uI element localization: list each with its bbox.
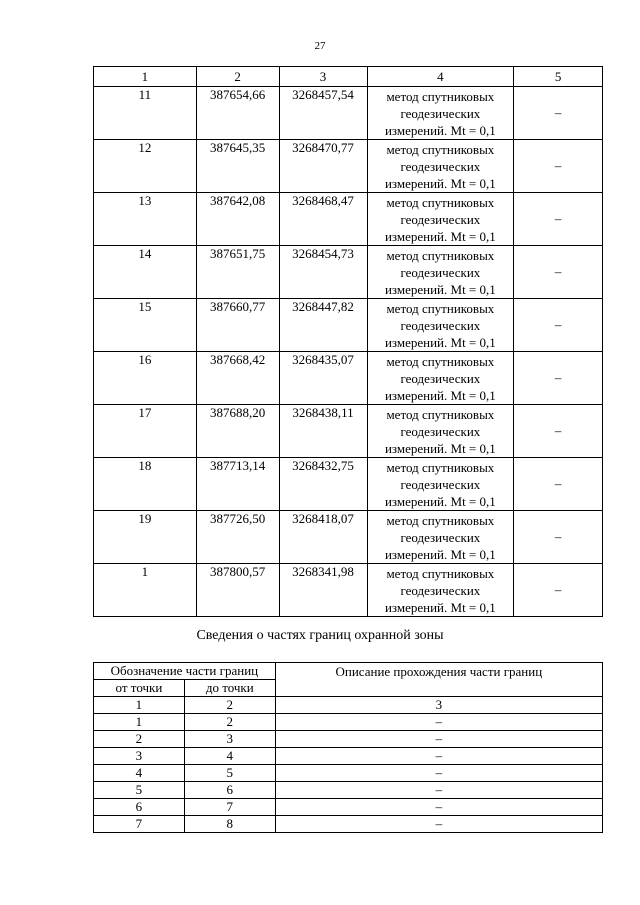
- method-cell: [367, 246, 514, 299]
- point-number-cell: 13: [94, 193, 197, 246]
- table-row: [94, 816, 603, 833]
- method-line: измерений. Mt = 0,1: [384, 441, 496, 456]
- description-cell: –: [275, 748, 602, 765]
- note-cell: –: [514, 246, 603, 299]
- point-number-cell: 16: [94, 352, 197, 405]
- method-line: измерений. Mt = 0,1: [384, 547, 496, 562]
- note-cell: –: [514, 405, 603, 458]
- note-cell: –: [514, 352, 603, 405]
- description-header: Описание прохождения части границ: [275, 663, 602, 697]
- y-coordinate-cell: 3268435,07: [279, 352, 367, 405]
- y-coordinate-cell: 3268341,98: [279, 564, 367, 617]
- description-cell: –: [275, 799, 602, 816]
- boundary-parts-table: [93, 662, 603, 833]
- method-cell: [367, 193, 514, 246]
- method-line: геодезических: [400, 318, 481, 333]
- method-line: измерений. Mt = 0,1: [384, 600, 496, 615]
- method-line: измерений. Mt = 0,1: [384, 229, 496, 244]
- method-line: геодезических: [400, 265, 481, 280]
- note-cell: –: [514, 87, 603, 140]
- x-coordinate-cell: 387651,75: [196, 246, 279, 299]
- method-line: геодезических: [400, 371, 481, 386]
- x-coordinate-cell: 387642,08: [196, 193, 279, 246]
- to-point-cell: 8: [184, 816, 275, 833]
- table-row: [94, 799, 603, 816]
- column-header: 4: [367, 67, 514, 87]
- x-coordinate-cell: 387654,66: [196, 87, 279, 140]
- method-line: измерений. Mt = 0,1: [384, 282, 496, 297]
- from-point-cell: 5: [94, 782, 185, 799]
- method-line: измерений. Mt = 0,1: [384, 388, 496, 403]
- method-line: геодезических: [400, 424, 481, 439]
- table-row: [94, 87, 603, 140]
- x-coordinate-cell: 387668,42: [196, 352, 279, 405]
- y-coordinate-cell: 3268438,11: [279, 405, 367, 458]
- point-number-cell: 18: [94, 458, 197, 511]
- method-line: геодезических: [400, 159, 481, 174]
- y-coordinate-cell: 3268432,75: [279, 458, 367, 511]
- x-coordinate-cell: 387645,35: [196, 140, 279, 193]
- description-cell: –: [275, 714, 602, 731]
- index-cell: 2: [184, 697, 275, 714]
- from-point-cell: 7: [94, 816, 185, 833]
- parts-header-row: [94, 663, 603, 680]
- to-point-cell: 6: [184, 782, 275, 799]
- method-line: метод спутниковых: [386, 195, 495, 210]
- from-point-cell: 2: [94, 731, 185, 748]
- x-coordinate-cell: 387800,57: [196, 564, 279, 617]
- table-row: [94, 299, 603, 352]
- method-line: геодезических: [400, 583, 481, 598]
- column-header: 5: [514, 67, 603, 87]
- method-line: метод спутниковых: [386, 460, 495, 475]
- from-point-cell: 1: [94, 714, 185, 731]
- table-row: [94, 564, 603, 617]
- method-line: измерений. Mt = 0,1: [384, 335, 496, 350]
- page-number: 27: [314, 40, 326, 52]
- method-line: метод спутниковых: [386, 566, 495, 581]
- section-title: Сведения о частях границ охранной зоны: [196, 628, 444, 643]
- method-cell: [367, 405, 514, 458]
- description-cell: –: [275, 782, 602, 799]
- method-line: метод спутниковых: [386, 354, 495, 369]
- point-number-cell: 19: [94, 511, 197, 564]
- y-coordinate-cell: 3268447,82: [279, 299, 367, 352]
- method-cell: [367, 458, 514, 511]
- table-row: [94, 193, 603, 246]
- index-cell: 3: [275, 697, 602, 714]
- description-cell: –: [275, 731, 602, 748]
- to-point-cell: 2: [184, 714, 275, 731]
- point-number-cell: 1: [94, 564, 197, 617]
- column-header: 2: [196, 67, 279, 87]
- note-cell: –: [514, 299, 603, 352]
- point-number-cell: 15: [94, 299, 197, 352]
- note-cell: –: [514, 140, 603, 193]
- from-point-cell: 3: [94, 748, 185, 765]
- table-row: [94, 765, 603, 782]
- to-point-cell: 5: [184, 765, 275, 782]
- coordinates-header-row: [94, 67, 603, 87]
- to-point-cell: 3: [184, 731, 275, 748]
- table-row: [94, 405, 603, 458]
- y-coordinate-cell: 3268468,47: [279, 193, 367, 246]
- table-row: [94, 782, 603, 799]
- table-row: [94, 458, 603, 511]
- method-line: измерений. Mt = 0,1: [384, 123, 496, 138]
- point-number-cell: 14: [94, 246, 197, 299]
- note-cell: –: [514, 193, 603, 246]
- table-row: [94, 748, 603, 765]
- from-point-cell: 4: [94, 765, 185, 782]
- parts-index-row: [94, 697, 603, 714]
- note-cell: –: [514, 564, 603, 617]
- from-point-cell: 6: [94, 799, 185, 816]
- x-coordinate-cell: 387726,50: [196, 511, 279, 564]
- method-line: геодезических: [400, 477, 481, 492]
- table-row: [94, 140, 603, 193]
- method-line: геодезических: [400, 106, 481, 121]
- method-line: геодезических: [400, 530, 481, 545]
- x-coordinate-cell: 387713,14: [196, 458, 279, 511]
- to-point-cell: 7: [184, 799, 275, 816]
- method-line: метод спутниковых: [386, 301, 495, 316]
- description-cell: –: [275, 765, 602, 782]
- table-row: [94, 731, 603, 748]
- point-number-cell: 11: [94, 87, 197, 140]
- note-cell: –: [514, 458, 603, 511]
- method-cell: [367, 299, 514, 352]
- from-header: от точки: [94, 680, 185, 697]
- method-cell: [367, 87, 514, 140]
- point-number-cell: 12: [94, 140, 197, 193]
- x-coordinate-cell: 387660,77: [196, 299, 279, 352]
- y-coordinate-cell: 3268418,07: [279, 511, 367, 564]
- y-coordinate-cell: 3268454,73: [279, 246, 367, 299]
- method-cell: [367, 352, 514, 405]
- coordinates-table: [93, 66, 603, 617]
- column-header: 3: [279, 67, 367, 87]
- method-cell: [367, 140, 514, 193]
- method-line: измерений. Mt = 0,1: [384, 494, 496, 509]
- index-cell: 1: [94, 697, 185, 714]
- group-header: Обозначение части границ: [94, 663, 276, 680]
- y-coordinate-cell: 3268470,77: [279, 140, 367, 193]
- method-cell: [367, 511, 514, 564]
- point-number-cell: 17: [94, 405, 197, 458]
- method-line: метод спутниковых: [386, 142, 495, 157]
- table-row: [94, 352, 603, 405]
- method-line: геодезических: [400, 212, 481, 227]
- to-header: до точки: [184, 680, 275, 697]
- method-line: метод спутниковых: [386, 248, 495, 263]
- table-row: [94, 246, 603, 299]
- column-header: 1: [94, 67, 197, 87]
- table-row: [94, 511, 603, 564]
- note-cell: –: [514, 511, 603, 564]
- y-coordinate-cell: 3268457,54: [279, 87, 367, 140]
- method-line: метод спутниковых: [386, 407, 495, 422]
- method-line: метод спутниковых: [386, 513, 495, 528]
- method-line: метод спутниковых: [386, 89, 495, 104]
- to-point-cell: 4: [184, 748, 275, 765]
- description-cell: –: [275, 816, 602, 833]
- table-row: [94, 714, 603, 731]
- method-cell: [367, 564, 514, 617]
- method-line: измерений. Mt = 0,1: [384, 176, 496, 191]
- x-coordinate-cell: 387688,20: [196, 405, 279, 458]
